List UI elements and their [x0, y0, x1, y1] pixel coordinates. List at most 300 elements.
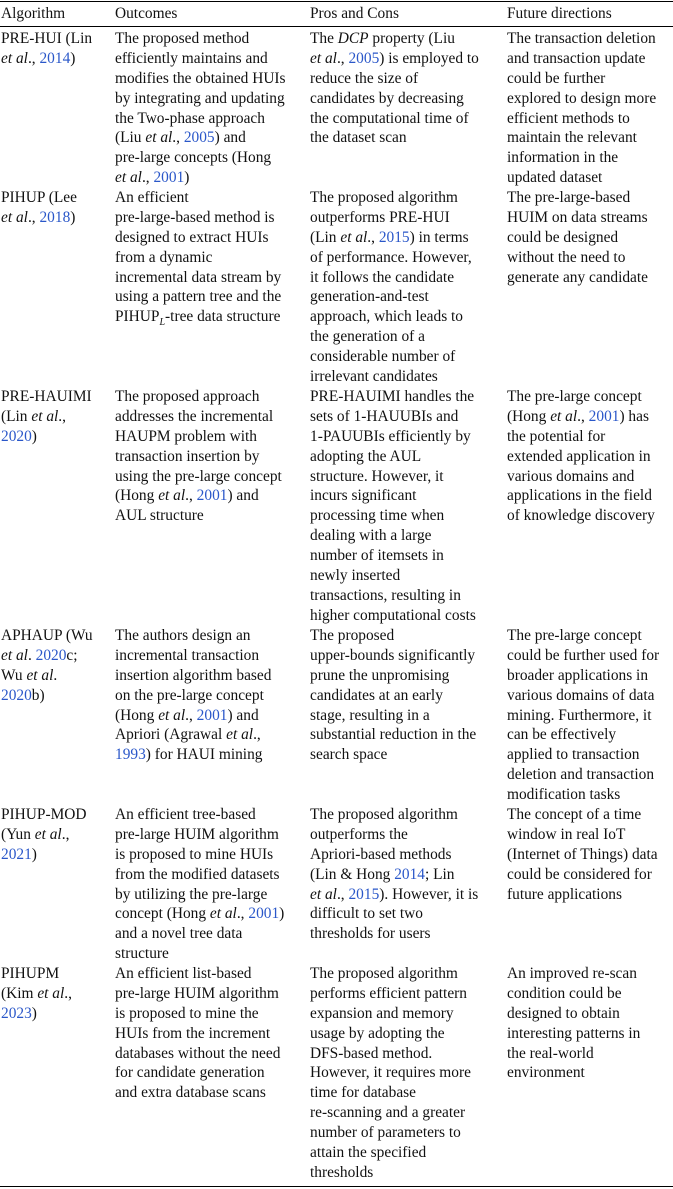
text-span: ., [253, 726, 261, 744]
text-span: (Internet of Things) data [507, 845, 658, 863]
text-span: ) [31, 1004, 37, 1022]
cell-line [1, 427, 111, 447]
cell-line [115, 387, 305, 407]
text-span: et al [310, 49, 337, 67]
text-span: HUIs from the increment [115, 1024, 271, 1042]
cell-line [507, 805, 673, 825]
text-span: AUL structure [115, 507, 204, 525]
cell-line [115, 646, 305, 666]
text-span: number of parameters to [310, 1124, 461, 1142]
text-span: the generation of a [310, 328, 425, 346]
cell-line [310, 1163, 502, 1183]
cell-line [310, 268, 502, 288]
future-directions-cell [507, 626, 673, 805]
cell-line [507, 745, 673, 765]
text-span: time for database [310, 1084, 416, 1102]
text-span: The pre-large-based [507, 189, 631, 206]
text-span: et al [31, 407, 59, 425]
cell-line [115, 29, 305, 49]
citation-link[interactable]: 2015 [348, 885, 380, 903]
text-span: could be considered for [507, 865, 652, 883]
text-span: The authors design an [115, 627, 251, 644]
text-span: without the need to [507, 248, 626, 266]
header-future-directions: Future directions [507, 5, 612, 22]
text-span: maintain the relevant [507, 129, 637, 147]
cell-line [507, 1004, 673, 1024]
text-span: PIHUP [115, 308, 160, 326]
pros-cons-cell [310, 805, 502, 944]
cell-line [507, 964, 673, 984]
cell-line [115, 128, 305, 148]
cell-line [507, 765, 673, 785]
text-span: incremental transaction [115, 646, 260, 664]
text-span: can be effectively [507, 726, 617, 744]
text-span: ) and [214, 129, 246, 147]
citation-link[interactable]: 2001 [196, 706, 228, 724]
text-span: of performance. However, [310, 248, 472, 266]
cell-line [115, 984, 305, 1004]
cell-line [507, 49, 673, 69]
text-span: An efficient list-based [115, 965, 252, 982]
text-span: transactions, resulting in [310, 586, 461, 604]
cell-line [310, 1063, 502, 1083]
cell-line [507, 845, 673, 865]
text-span: ) for HAUI mining [145, 746, 263, 764]
text-span: sets of 1-HAUUBIs and [310, 407, 459, 425]
header-algorithm: Algorithm [1, 5, 66, 22]
pros-cons-cell [310, 387, 502, 626]
cell-line [310, 546, 502, 566]
text-span: is proposed to mine the [115, 1004, 259, 1022]
text-span: number of itemsets in [310, 547, 444, 565]
text-span: pre-large-based method is [115, 208, 275, 226]
cell-line [115, 228, 305, 248]
cell-line [115, 725, 305, 745]
cell-line [115, 89, 305, 109]
text-span: pre-large concepts (Hong [115, 149, 272, 167]
text-span: higher computational costs [310, 606, 476, 624]
cell-line [507, 885, 673, 905]
citation-link[interactable]: 2018 [39, 208, 71, 226]
outcomes-cell [115, 387, 305, 526]
text-span: ., [336, 49, 349, 67]
text-span: PRE-HAUIMI handles the [310, 388, 475, 405]
cell-line [115, 467, 305, 487]
cell-line [310, 407, 502, 427]
cell-line [1, 964, 111, 984]
citation-link[interactable]: 2021 [1, 845, 32, 863]
citation-link[interactable]: 2020 [1, 686, 32, 704]
text-span: ) is employed to [379, 49, 479, 67]
text-span: newly inserted [310, 567, 401, 585]
cell-line [310, 506, 502, 526]
text-span: PIHUP (Lee [1, 189, 77, 206]
cell-line [310, 1143, 502, 1163]
pros-cons-cell [310, 29, 502, 148]
cell-line [115, 427, 305, 447]
text-span: designed to obtain [507, 1004, 620, 1022]
text-span: property (Liu [368, 30, 455, 47]
cell-line [310, 367, 502, 387]
text-span: et al [158, 706, 186, 724]
cell-line [310, 1024, 502, 1044]
text-span: generation-and-test [310, 288, 429, 306]
cell-line [115, 208, 305, 228]
cell-line [115, 188, 305, 208]
cell-line [115, 109, 305, 129]
cell-line [310, 1004, 502, 1024]
cell-line [115, 148, 305, 168]
cell-line [310, 89, 502, 109]
cell-line [507, 128, 673, 148]
cell-line [1, 666, 111, 686]
text-span: ., [367, 228, 379, 246]
cell-line [310, 188, 502, 208]
text-span: The proposed method [115, 30, 250, 47]
text-span: An efficient tree-based [115, 806, 256, 823]
cell-line [507, 467, 673, 487]
text-span: et al [37, 984, 65, 1002]
cell-line [310, 666, 502, 686]
cell-line [310, 805, 502, 825]
cell-line [310, 248, 502, 268]
text-span: PRE-HUI (Lin [1, 30, 93, 47]
text-span: et al [226, 726, 254, 744]
text-span: pre-large HUIM algorithm [115, 825, 279, 843]
cell-line [507, 865, 673, 885]
text-span: various domains of data [507, 686, 655, 704]
citation-link[interactable]: 2001 [153, 169, 185, 187]
algorithm-cell [1, 626, 111, 706]
text-span: substantial reduction in the [310, 726, 477, 744]
text-span: by integrating and updating [115, 89, 285, 107]
text-span: ) [184, 169, 190, 187]
cell-line [310, 69, 502, 89]
text-span: ., [336, 885, 349, 903]
cell-line [507, 486, 673, 506]
text-span: An efficient [115, 189, 189, 206]
text-span: Apriori-based methods [310, 845, 452, 863]
future-directions-cell [507, 29, 673, 188]
text-span: approach, which leads to [310, 308, 463, 326]
cell-line [115, 626, 305, 646]
outcomes-cell [115, 805, 305, 964]
cell-line [1, 805, 111, 825]
text-span: designed to extract HUIs [115, 228, 269, 246]
cell-line [1, 686, 111, 706]
text-span: (Hong [507, 407, 551, 425]
text-span: addresses the incremental [115, 407, 274, 425]
cell-line [115, 944, 305, 964]
text-span: ., [64, 984, 72, 1002]
text-span: from a dynamic [115, 248, 213, 266]
cell-line [507, 1063, 673, 1083]
cell-line [310, 1044, 502, 1064]
text-span: L [159, 317, 166, 329]
text-span: outperforms PRE-HUI [310, 208, 450, 226]
text-span: transaction insertion by [115, 447, 260, 465]
text-span: et al [115, 169, 142, 187]
citation-link[interactable]: 2014 [39, 49, 71, 67]
citation-link[interactable]: 2001 [196, 487, 228, 505]
text-span: for candidate generation [115, 1064, 265, 1082]
cell-line [310, 845, 502, 865]
citation-link[interactable]: 2014 [394, 865, 425, 883]
cell-line [310, 626, 502, 646]
text-span: stage, resulting in a [310, 706, 430, 724]
cell-line [310, 904, 502, 924]
cell-line [115, 865, 305, 885]
cell-line [310, 287, 502, 307]
text-span: ) and [227, 487, 259, 505]
text-span: ., [27, 208, 40, 226]
text-span: HUIM on data streams [507, 208, 648, 226]
text-span: and extra database scans [115, 1084, 266, 1102]
text-span: could be further [507, 69, 606, 87]
text-span: on the pre-large concept [115, 686, 264, 704]
text-span: The [310, 30, 338, 47]
citation-link[interactable]: 2020 [35, 646, 67, 664]
cell-line [507, 89, 673, 109]
cell-line [507, 646, 673, 666]
cell-line [115, 745, 305, 765]
citation-link[interactable]: 2001 [248, 905, 280, 923]
text-span: (Liu [115, 129, 146, 147]
cell-line [115, 904, 305, 924]
cell-line [507, 686, 673, 706]
cell-line [115, 825, 305, 845]
citation-link[interactable]: 2023 [1, 1004, 32, 1022]
algorithm-cell [1, 29, 111, 69]
text-span: (Lin [310, 228, 341, 246]
text-span: ., [577, 407, 589, 425]
cell-line [310, 109, 502, 129]
cell-line [115, 49, 305, 69]
text-span: the computational time of [310, 109, 469, 127]
text-span: window in real IoT [507, 825, 626, 843]
text-span: PIHUP-MOD [1, 806, 87, 823]
cell-line [115, 447, 305, 467]
text-span: pre-large HUIM algorithm [115, 984, 279, 1002]
text-span: performs efficient pattern [310, 984, 467, 1002]
outcomes-cell [115, 626, 305, 765]
cell-line [310, 1103, 502, 1123]
text-span: The pre-large concept [507, 388, 642, 405]
text-span: the Two-phase approach [115, 109, 265, 127]
text-span: ., [172, 129, 184, 147]
text-span: et al [158, 487, 186, 505]
cell-line [310, 486, 502, 506]
cell-line [507, 785, 673, 805]
text-span: explored to design more [507, 89, 657, 107]
cell-line [310, 606, 502, 626]
cell-line [310, 865, 502, 885]
text-span: dealing with a large [310, 527, 432, 545]
text-span: et al [26, 666, 54, 684]
text-span: using a pattern tree and the [115, 288, 282, 306]
header-rule [0, 26, 673, 27]
text-span: DFS-based method. [310, 1044, 433, 1062]
text-span: ) has [619, 407, 649, 425]
cell-line [507, 407, 673, 427]
text-span: (Lin & Hong [310, 865, 395, 883]
text-span: The proposed approach [115, 388, 260, 405]
citation-link[interactable]: 1993 [115, 746, 146, 764]
text-span: The pre-large concept [507, 627, 642, 644]
text-span: from the modified datasets [115, 865, 280, 883]
cell-line [115, 885, 305, 905]
cell-line [507, 69, 673, 89]
cell-line [115, 964, 305, 984]
text-span: Apriori (Agrawal [115, 726, 227, 744]
text-span: ., [27, 49, 40, 67]
text-span: and a novel tree data [115, 925, 243, 943]
cell-line [310, 566, 502, 586]
text-span: considerable number of [310, 348, 456, 366]
text-span: . [27, 646, 36, 664]
text-span: structure. However, it [310, 467, 444, 485]
cell-line [310, 208, 502, 228]
text-span: (Kim [1, 984, 38, 1002]
text-span: insertion algorithm based [115, 666, 272, 684]
citation-link[interactable]: 2020 [1, 427, 32, 445]
cell-line [310, 1083, 502, 1103]
text-span: et al [340, 228, 368, 246]
text-span: (Hong [115, 487, 159, 505]
cell-line [507, 706, 673, 726]
text-span: The concept of a time [507, 806, 642, 823]
text-span: processing time when [310, 507, 445, 525]
table-top-rule [0, 1, 673, 2]
cell-line [1, 188, 111, 208]
text-span: c; [66, 646, 78, 664]
cell-line [115, 686, 305, 706]
text-span: thresholds [310, 1163, 374, 1181]
text-span: the dataset scan [310, 129, 407, 147]
outcomes-cell [115, 188, 305, 327]
text-span: ) [279, 905, 285, 923]
cell-line [115, 1083, 305, 1103]
cell-line [115, 1024, 305, 1044]
citation-link[interactable]: 2005 [183, 129, 215, 147]
cell-line [310, 387, 502, 407]
cell-line [507, 1024, 673, 1044]
citation-link[interactable]: 2001 [588, 407, 620, 425]
cell-line [115, 1063, 305, 1083]
text-span: environment [507, 1064, 585, 1082]
cell-line [507, 666, 673, 686]
cell-line [507, 29, 673, 49]
text-span: PRE-HAUIMI [1, 388, 92, 405]
citation-link[interactable]: 2005 [348, 49, 380, 67]
text-span: generate any candidate [507, 268, 648, 286]
text-span: using the pre-large concept [115, 467, 282, 485]
cell-line [507, 268, 673, 288]
cell-line [507, 109, 673, 129]
text-span: ) [70, 49, 76, 67]
text-span: ) [31, 845, 37, 863]
text-span: by utilizing the pre-large [115, 885, 268, 903]
text-span: modifies the obtained HUIs [115, 69, 286, 87]
citation-link[interactable]: 2015 [378, 228, 410, 246]
text-span: et al [1, 49, 28, 67]
cell-line [310, 706, 502, 726]
text-span: reduce the size of [310, 69, 419, 87]
text-span: ; Lin [425, 865, 455, 883]
text-span: -tree data structure [165, 308, 281, 326]
cell-line [310, 924, 502, 944]
algorithm-cell [1, 387, 111, 447]
cell-line [310, 686, 502, 706]
text-span: DCP [337, 30, 369, 47]
text-span: efficient methods to [507, 109, 630, 127]
outcomes-cell [115, 964, 305, 1103]
cell-line [115, 407, 305, 427]
text-span: et al [1, 208, 28, 226]
text-span: ., [141, 169, 154, 187]
cell-line [310, 327, 502, 347]
cell-line [507, 506, 673, 526]
cell-line [310, 467, 502, 487]
text-span: incurs significant [310, 487, 417, 505]
cell-line [115, 287, 305, 307]
text-span: condition could be [507, 984, 622, 1002]
text-span: usage by adopting the [310, 1024, 445, 1042]
text-span: The proposed algorithm [310, 806, 458, 823]
text-span: irrelevant candidates [310, 368, 438, 386]
cell-line [310, 128, 502, 148]
text-span: PIHUPM [1, 965, 60, 982]
cell-line [1, 407, 111, 427]
text-span: attain the specified [310, 1144, 427, 1162]
cell-line [310, 646, 502, 666]
text-span: An improved re-scan [507, 965, 637, 982]
text-span: concept (Hong [115, 905, 210, 923]
cell-line [310, 745, 502, 765]
text-span: The transaction deletion [507, 30, 656, 47]
text-span: expansion and memory [310, 1004, 454, 1022]
text-span: APHAUP (Wu [1, 627, 93, 644]
text-span: outperforms the [310, 825, 408, 843]
pros-cons-cell [310, 964, 502, 1183]
cell-line [310, 1123, 502, 1143]
text-span: difficult to set two [310, 905, 423, 923]
text-span: et al [209, 905, 237, 923]
cell-line [1, 626, 111, 646]
cell-line [310, 586, 502, 606]
cell-line [507, 208, 673, 228]
cell-line [310, 447, 502, 467]
cell-line [1, 825, 111, 845]
text-span: et al [145, 129, 173, 147]
cell-line [1, 387, 111, 407]
text-span: interesting patterns in [507, 1024, 641, 1042]
cell-line [310, 885, 502, 905]
text-span: efficiently maintains and [115, 49, 268, 67]
text-span: ., [185, 487, 197, 505]
text-span: the potential for [507, 427, 606, 445]
cell-line [507, 188, 673, 208]
text-span: (Yun [1, 825, 35, 843]
text-span: The proposed algorithm [310, 189, 458, 206]
text-span: b) [31, 686, 45, 704]
outcomes-cell [115, 29, 305, 188]
cell-line [310, 964, 502, 984]
text-span: et al [550, 407, 578, 425]
cell-line [310, 825, 502, 845]
text-span: et al [1, 646, 28, 664]
cell-line [507, 984, 673, 1004]
